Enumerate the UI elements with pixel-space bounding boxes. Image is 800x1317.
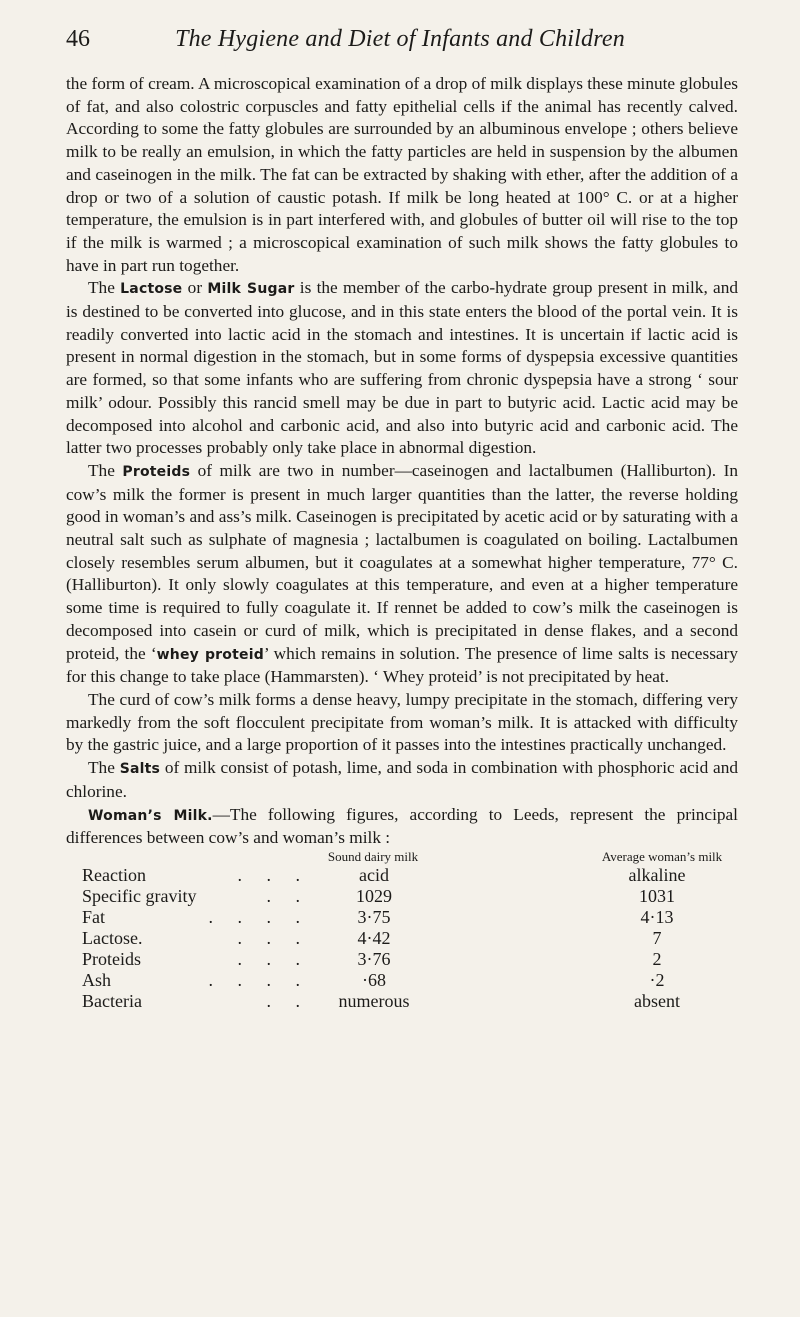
table-row (82, 886, 742, 907)
paragraph-text: is the member of the carbo-hydrate group present in milk, and is destined to be converted into glucose, and in this state enters the blood of the portal vein. It is readily converted into lactic acid in the stomach and intestines. It is uncertain if lactic acid is present in normal digestion in the stomach, but in some forms of dyspepsia excessive quantities are formed, so that some infants who are suffering from chronic dyspepsia have a strong ‘ sour milk’ odour. Possibly this rancid smell may be due in part to butyric acid. Lactic acid may be decomposed into alcohol and carbonic acid, and also into butyric acid and carbonic acid. The latter two processes probably only take place in abnormal digestion. (66, 278, 739, 458)
row-label: Fat (82, 907, 106, 927)
row-label: Proteids (82, 949, 142, 969)
cow-value: 1029 (356, 886, 392, 906)
woman-value: ·2 (649, 970, 665, 990)
woman-value: 2 (652, 949, 662, 969)
running-title: The Hygiene and Diet of Infants and Children (175, 26, 625, 52)
paragraph-lactose (66, 277, 738, 460)
woman-value: 4·13 (640, 907, 674, 927)
paragraph-salts (66, 757, 738, 803)
heading-salts: Salts (119, 761, 161, 778)
paragraph-text: —The following figures, according to Leeds, represent the principal differences between cow’s and woman’s milk : (66, 804, 738, 848)
row-label: Ash (82, 970, 112, 990)
heading-womans-milk: Woman’s Milk. (88, 807, 213, 824)
leader-dots: . . . (237, 928, 310, 948)
table-row (82, 865, 742, 886)
heading-whey-proteid: whey proteid (156, 646, 264, 663)
table-row (82, 907, 742, 928)
table-row (82, 928, 742, 949)
page-number: 46 (66, 26, 90, 52)
row-label: Lactose. (82, 928, 143, 948)
paragraph-cream (66, 73, 738, 277)
row-label: Reaction (82, 865, 146, 885)
cow-value: acid (359, 865, 389, 885)
cow-value: ·68 (362, 970, 386, 990)
column-heading-cow: Sound dairy milk (327, 849, 419, 864)
milk-comparison-table (82, 849, 742, 1012)
body-text (66, 73, 738, 850)
paragraph-text: The curd of cow’s milk forms a dense heavy, lumpy precipitate in the stomach, differing very markedly from the soft flocculent precipitate from woman’s milk. It is attacked with difficulty by the gastric juice, and a large proportion of it passes into the intestines practically unchanged. (66, 689, 738, 755)
paragraph-womans-milk (66, 804, 738, 850)
heading-proteids: Proteids (122, 463, 191, 480)
heading-milk-sugar: Milk Sugar (207, 281, 295, 298)
leader-dots: . . . . (208, 970, 310, 990)
cow-value: 3·76 (357, 949, 391, 969)
paragraph-lead: The (88, 460, 123, 480)
table-row (82, 991, 742, 1012)
paragraph-text: the form of cream. A microscopical examination of a drop of milk displays these minute globules of fat, and also colostric corpuscles and fatty epithelial cells if the animal has recently calved. According to some the fatty globules are surrounded by an albuminous envelope ; others believe milk to be really an emulsion, in which the fatty particles are held in suspension by the albumen and caseinogen in the milk. The fat can be extracted by shaking with ether, after the addition of a drop or two of a solution of caustic potash. If milk be long heated at 100° C. or at a higher temperature, the emulsion is in part interfered with, and globules of butter oil will rise to the top if the milk is warmed ; a microscopical examination of such milk shows the fatty globules to have in part run together. (66, 74, 738, 275)
table-header (82, 849, 742, 865)
cow-value: 4·42 (357, 928, 391, 948)
leader-dots: . . (266, 991, 310, 1011)
woman-value: absent (634, 991, 680, 1011)
paragraph-curd (66, 689, 738, 757)
paragraph-lead: The (88, 278, 121, 298)
cow-value: numerous (338, 991, 410, 1011)
paragraph-proteids (66, 460, 738, 689)
leader-dots: . . (266, 886, 310, 906)
row-label: Specific gravity (82, 886, 197, 906)
cow-value: 3·75 (357, 907, 391, 927)
table-row (82, 949, 742, 970)
heading-lactose: Lactose (120, 281, 183, 298)
paragraph-text: of milk are two in number—caseinogen and lactalbumen (Halliburton). In cow’s milk the former is present in much larger quantities than the latter, the reverse holding good in woman’s and ass’s milk. Caseinogen is precipitated by acetic acid or by saturating with a neutral salt such as sulphate of magnesia ; lactalbumen is coagulated on boiling. Lactalbumen closely resembles serum albumen, but it coagulates at a somewhat higher temperature, 77° C. (Halliburton). It only slowly coagulates at this temperature, and even at a higher temperature some time is required to fully coagulate it. If rennet be added to cow’s milk the caseinogen is decomposed into casein or curd of milk, which is precipitated in dense flakes, and a second proteid, the ‘ (66, 460, 738, 663)
woman-value: 7 (652, 928, 662, 948)
row-label: Bacteria (82, 991, 142, 1011)
column-heading-woman: Average woman’s milk (601, 849, 723, 864)
paragraph-text: of milk consist of potash, lime, and soda in combination with phosphoric acid and chlorine. (66, 758, 739, 801)
table-row (82, 970, 742, 991)
paragraph-tail: ’ which remains in solution. The presence of lime salts is necessary for this change to take place (Hammarsten). ‘ Whey proteid’ is not precipitated by heat. (66, 643, 738, 687)
leader-dots: . . . . (208, 907, 310, 927)
woman-value: 1031 (639, 886, 675, 906)
paragraph-mid: or (182, 278, 208, 298)
leader-dots: . . . (237, 949, 310, 969)
page-header (66, 24, 734, 60)
leader-dots: . . . (237, 865, 310, 885)
woman-value: alkaline (628, 865, 686, 885)
paragraph-lead: The (88, 758, 120, 778)
